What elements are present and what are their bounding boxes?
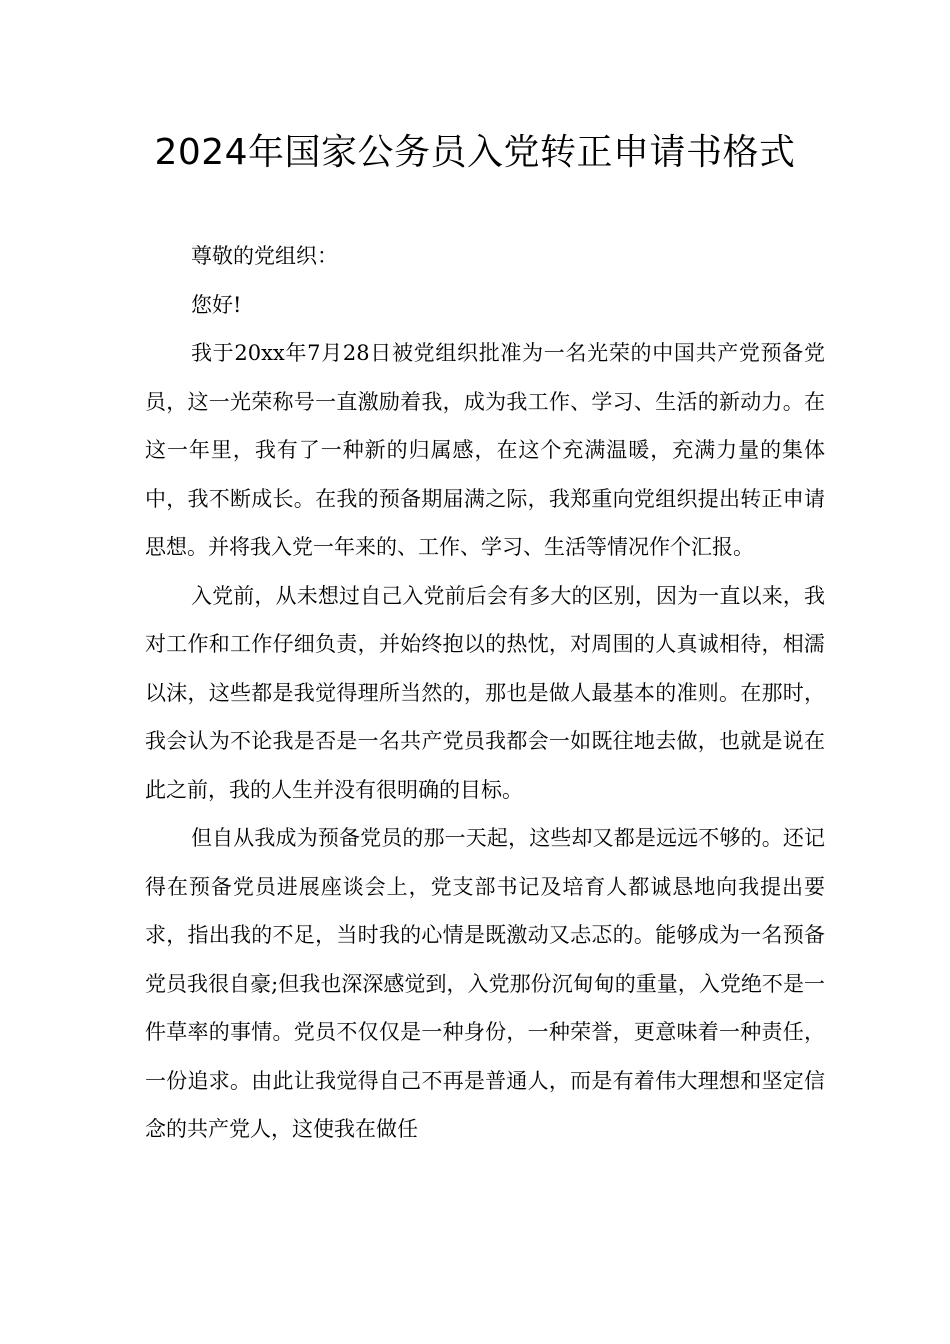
- salutation: 尊敬的党组织：: [191, 244, 338, 268]
- document-title: 2024年国家公务员入党转正申请书格式: [154, 132, 796, 173]
- document-body: [145, 232, 825, 1154]
- greeting: 您好!: [191, 292, 242, 317]
- paragraph-1: 我于20xx年7月28日被党组织批准为一名光荣的中国共产党预备党员，这一光荣称号一直激励着我，成为我工作、学习、生活的新动力。在这一年里，我有了一种新的归属感，在这个充满温暖，充满力量的集体中，我不断成长。在我的预备期届满之际，我郑重向党组织提出转正申请思想。并将我入党一年来的、工作、学习、生活等情况作个汇报。: [145, 341, 825, 559]
- paragraph-2: 入党前，从未想过自己入党前后会有多大的区别，因为一直以来，我对工作和工作仔细负责，并始终抱以的热忱，对周围的人真诚相待，相濡以沫，这些都是我觉得理所当然的，那也是做人最基本的准则。在那时，我会认为不论我是否是一名共产党员我都会一如既往地去做，也就是说在此之前，我的人生并没有很明确的目标。: [145, 583, 825, 802]
- paragraph-3: 但自从我成为预备党员的那一天起，这些却又都是远远不够的。还记得在预备党员进展座谈会上，党支部书记及培育人都诚恳地向我提出要求，指出我的不足，当时我的心情是既激动又忐忑的。能够成为一名预备党员我很自豪;但我也深深感觉到，入党那份沉甸甸的重量，入党绝不是一件草率的事情。党员不仅仅是一种身份，一种荣誉，更意味着一种责任，一份追求。由此让我觉得自己不再是普通人，而是有着伟大理想和坚定信念的共产党人，这使我在做任: [145, 826, 825, 1141]
